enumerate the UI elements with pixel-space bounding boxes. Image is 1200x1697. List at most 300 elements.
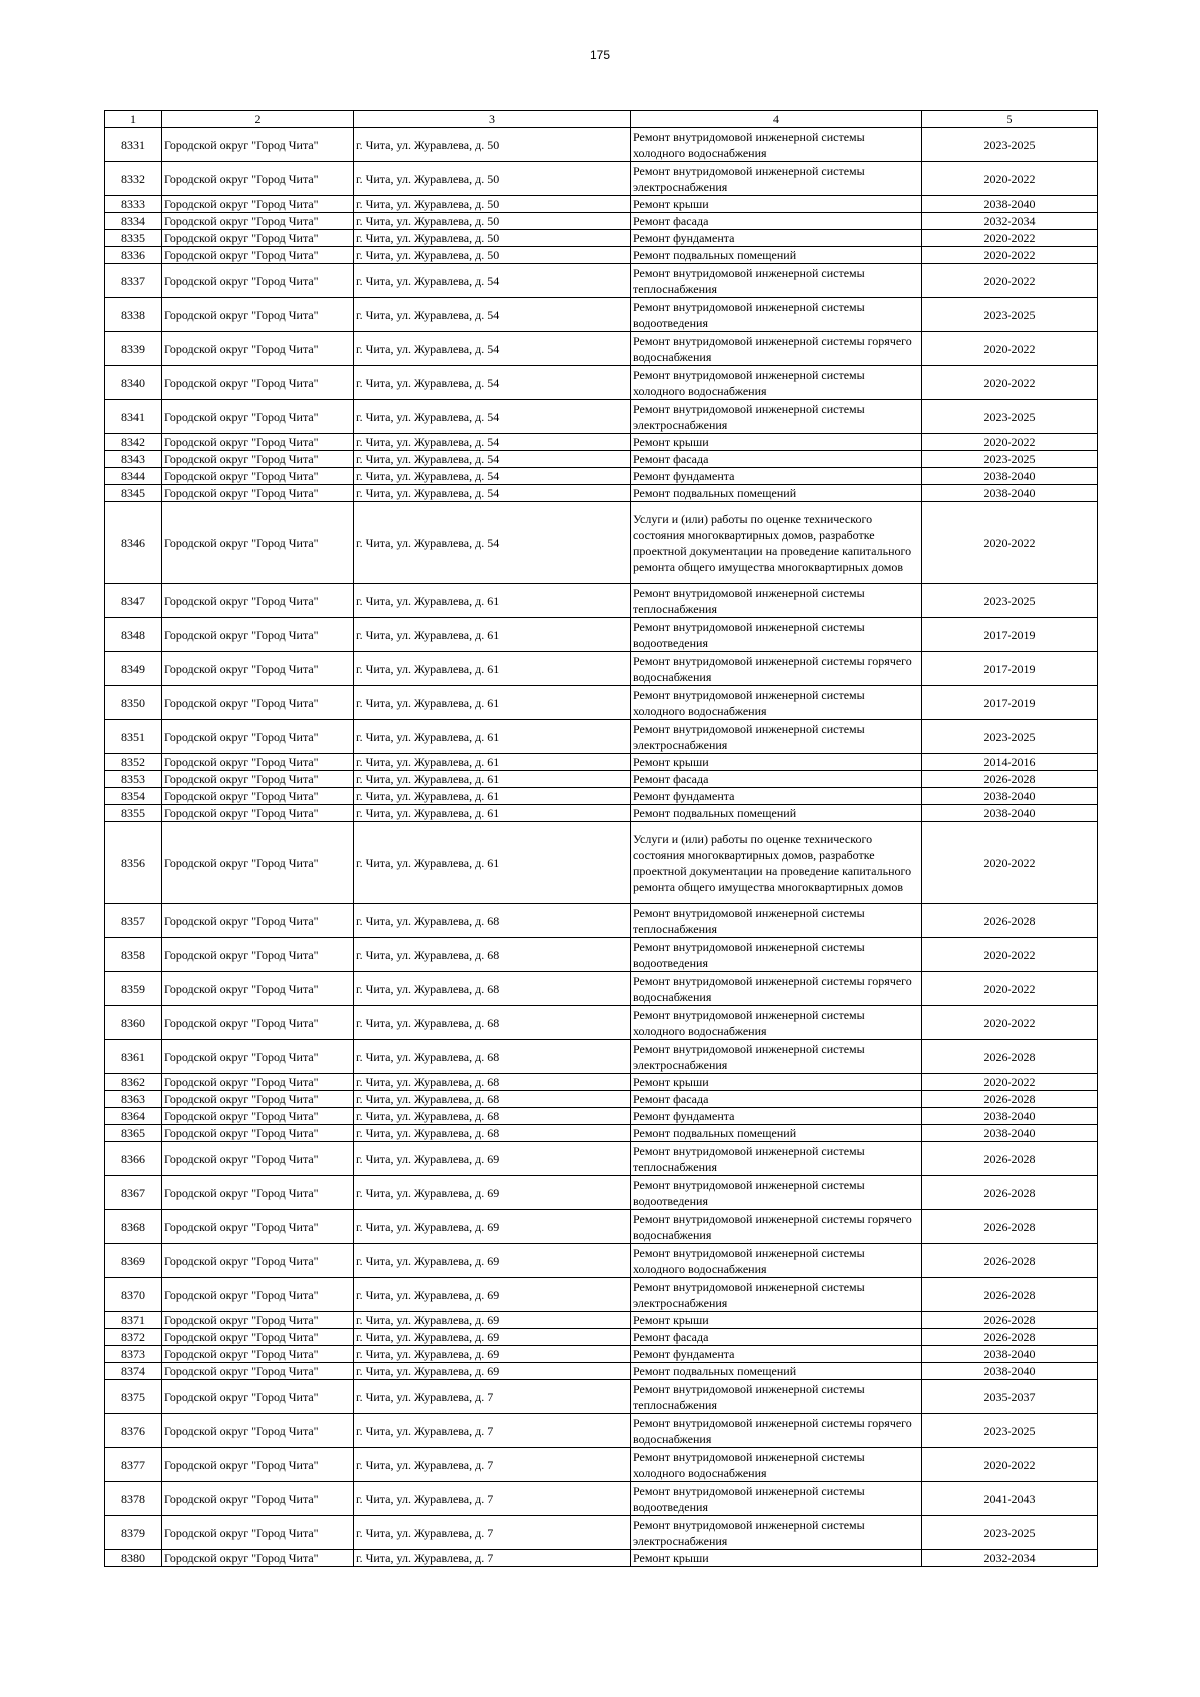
municipality-cell: Городской округ "Город Чита" <box>162 1346 354 1363</box>
row-number: 8348 <box>105 618 162 652</box>
row-number: 8341 <box>105 400 162 434</box>
work-type-cell: Ремонт подвальных помещений <box>631 485 922 502</box>
municipality-cell: Городской округ "Город Чита" <box>162 196 354 213</box>
address-cell: г. Чита, ул. Журавлева, д. 61 <box>354 771 631 788</box>
municipality-cell: Городской округ "Город Чита" <box>162 1550 354 1567</box>
row-number: 8370 <box>105 1278 162 1312</box>
address-cell: г. Чита, ул. Журавлева, д. 50 <box>354 247 631 264</box>
table-row <box>105 686 1098 720</box>
work-type-cell: Ремонт внутридомовой инженерной системы водоотведения <box>631 618 922 652</box>
table-row <box>105 938 1098 972</box>
municipality-cell: Городской округ "Город Чита" <box>162 1482 354 1516</box>
table-row <box>105 1125 1098 1142</box>
row-number: 8337 <box>105 264 162 298</box>
row-number: 8346 <box>105 502 162 584</box>
table-row <box>105 1108 1098 1125</box>
work-type-cell: Ремонт внутридомовой инженерной системы горячего водоснабжения <box>631 972 922 1006</box>
period-cell: 2026-2028 <box>922 1040 1098 1074</box>
period-cell: 2020-2022 <box>922 502 1098 584</box>
municipality-cell: Городской округ "Город Чита" <box>162 972 354 1006</box>
table-row <box>105 162 1098 196</box>
municipality-cell: Городской округ "Город Чита" <box>162 1006 354 1040</box>
table-row <box>105 400 1098 434</box>
address-cell: г. Чита, ул. Журавлева, д. 7 <box>354 1482 631 1516</box>
municipality-cell: Городской округ "Город Чита" <box>162 805 354 822</box>
column-header-1: 1 <box>105 111 162 128</box>
period-cell: 2038-2040 <box>922 805 1098 822</box>
table-row <box>105 1074 1098 1091</box>
column-header-2: 2 <box>162 111 354 128</box>
work-type-cell: Ремонт внутридомовой инженерной системы теплоснабжения <box>631 1380 922 1414</box>
period-cell: 2017-2019 <box>922 652 1098 686</box>
work-type-cell: Ремонт внутридомовой инженерной системы холодного водоснабжения <box>631 366 922 400</box>
row-number: 8364 <box>105 1108 162 1125</box>
period-cell: 2020-2022 <box>922 1448 1098 1482</box>
row-number: 8357 <box>105 904 162 938</box>
work-type-cell: Ремонт внутридомовой инженерной системы электроснабжения <box>631 1516 922 1550</box>
address-cell: г. Чита, ул. Журавлева, д. 68 <box>354 1074 631 1091</box>
address-cell: г. Чита, ул. Журавлева, д. 61 <box>354 822 631 904</box>
row-number: 8331 <box>105 128 162 162</box>
table-row <box>105 788 1098 805</box>
table-row <box>105 1380 1098 1414</box>
table-row <box>105 451 1098 468</box>
row-number: 8355 <box>105 805 162 822</box>
address-cell: г. Чита, ул. Журавлева, д. 7 <box>354 1550 631 1567</box>
table-row <box>105 230 1098 247</box>
municipality-cell: Городской округ "Город Чита" <box>162 771 354 788</box>
period-cell: 2026-2028 <box>922 1312 1098 1329</box>
work-type-cell: Ремонт крыши <box>631 1074 922 1091</box>
municipality-cell: Городской округ "Город Чита" <box>162 230 354 247</box>
period-cell: 2023-2025 <box>922 1516 1098 1550</box>
row-number: 8345 <box>105 485 162 502</box>
address-cell: г. Чита, ул. Журавлева, д. 68 <box>354 1091 631 1108</box>
work-type-cell: Ремонт крыши <box>631 754 922 771</box>
period-cell: 2026-2028 <box>922 1278 1098 1312</box>
table-row <box>105 1244 1098 1278</box>
period-cell: 2038-2040 <box>922 1125 1098 1142</box>
row-number: 8373 <box>105 1346 162 1363</box>
municipality-cell: Городской округ "Город Чита" <box>162 128 354 162</box>
municipality-cell: Городской округ "Город Чита" <box>162 1414 354 1448</box>
address-cell: г. Чита, ул. Журавлева, д. 54 <box>354 502 631 584</box>
header-row <box>105 111 1098 128</box>
table-row <box>105 196 1098 213</box>
period-cell: 2023-2025 <box>922 720 1098 754</box>
table-row <box>105 754 1098 771</box>
column-header-5: 5 <box>922 111 1098 128</box>
work-type-cell: Ремонт внутридомовой инженерной системы электроснабжения <box>631 720 922 754</box>
work-type-cell: Ремонт крыши <box>631 1312 922 1329</box>
address-cell: г. Чита, ул. Журавлева, д. 50 <box>354 128 631 162</box>
table-row <box>105 584 1098 618</box>
address-cell: г. Чита, ул. Журавлева, д. 61 <box>354 584 631 618</box>
work-type-cell: Ремонт внутридомовой инженерной системы холодного водоснабжения <box>631 686 922 720</box>
work-type-cell: Ремонт фасада <box>631 1091 922 1108</box>
address-cell: г. Чита, ул. Журавлева, д. 7 <box>354 1448 631 1482</box>
period-cell: 2023-2025 <box>922 584 1098 618</box>
period-cell: 2014-2016 <box>922 754 1098 771</box>
period-cell: 2020-2022 <box>922 247 1098 264</box>
work-type-cell: Ремонт фундамента <box>631 1108 922 1125</box>
work-type-cell: Ремонт внутридомовой инженерной системы теплоснабжения <box>631 584 922 618</box>
work-type-cell: Ремонт крыши <box>631 434 922 451</box>
row-number: 8349 <box>105 652 162 686</box>
row-number: 8339 <box>105 332 162 366</box>
work-type-cell: Ремонт внутридомовой инженерной системы горячего водоснабжения <box>631 1210 922 1244</box>
work-type-cell: Ремонт фасада <box>631 1329 922 1346</box>
table-row <box>105 1091 1098 1108</box>
municipality-cell: Городской округ "Город Чита" <box>162 298 354 332</box>
address-cell: г. Чита, ул. Журавлева, д. 7 <box>354 1414 631 1448</box>
address-cell: г. Чита, ул. Журавлева, д. 54 <box>354 400 631 434</box>
work-type-cell: Ремонт подвальных помещений <box>631 1363 922 1380</box>
municipality-cell: Городской округ "Город Чита" <box>162 584 354 618</box>
row-number: 8352 <box>105 754 162 771</box>
column-header-4: 4 <box>631 111 922 128</box>
period-cell: 2017-2019 <box>922 686 1098 720</box>
address-cell: г. Чита, ул. Журавлева, д. 50 <box>354 196 631 213</box>
address-cell: г. Чита, ул. Журавлева, д. 68 <box>354 904 631 938</box>
row-number: 8361 <box>105 1040 162 1074</box>
period-cell: 2017-2019 <box>922 618 1098 652</box>
address-cell: г. Чита, ул. Журавлева, д. 7 <box>354 1516 631 1550</box>
row-number: 8363 <box>105 1091 162 1108</box>
municipality-cell: Городской округ "Город Чита" <box>162 332 354 366</box>
period-cell: 2023-2025 <box>922 1414 1098 1448</box>
row-number: 8343 <box>105 451 162 468</box>
period-cell: 2023-2025 <box>922 400 1098 434</box>
work-type-cell: Ремонт фундамента <box>631 468 922 485</box>
municipality-cell: Городской округ "Город Чита" <box>162 1448 354 1482</box>
address-cell: г. Чита, ул. Журавлева, д. 68 <box>354 1125 631 1142</box>
table-row <box>105 1414 1098 1448</box>
column-header-3: 3 <box>354 111 631 128</box>
period-cell: 2023-2025 <box>922 451 1098 468</box>
table-row <box>105 652 1098 686</box>
row-number: 8368 <box>105 1210 162 1244</box>
row-number: 8366 <box>105 1142 162 1176</box>
municipality-cell: Городской округ "Город Чита" <box>162 1312 354 1329</box>
address-cell: г. Чита, ул. Журавлева, д. 61 <box>354 686 631 720</box>
table-row <box>105 1312 1098 1329</box>
table-row <box>105 1482 1098 1516</box>
period-cell: 2020-2022 <box>922 938 1098 972</box>
period-cell: 2032-2034 <box>922 1550 1098 1567</box>
row-number: 8342 <box>105 434 162 451</box>
address-cell: г. Чита, ул. Журавлева, д. 69 <box>354 1278 631 1312</box>
municipality-cell: Городской округ "Город Чита" <box>162 1176 354 1210</box>
municipality-cell: Городской округ "Город Чита" <box>162 502 354 584</box>
period-cell: 2035-2037 <box>922 1380 1098 1414</box>
table-row <box>105 972 1098 1006</box>
address-cell: г. Чита, ул. Журавлева, д. 50 <box>354 162 631 196</box>
address-cell: г. Чита, ул. Журавлева, д. 69 <box>354 1210 631 1244</box>
address-cell: г. Чита, ул. Журавлева, д. 61 <box>354 720 631 754</box>
work-type-cell: Ремонт внутридомовой инженерной системы холодного водоснабжения <box>631 1006 922 1040</box>
table-row <box>105 822 1098 904</box>
row-number: 8359 <box>105 972 162 1006</box>
table-row <box>105 720 1098 754</box>
row-number: 8356 <box>105 822 162 904</box>
address-cell: г. Чита, ул. Журавлева, д. 69 <box>354 1142 631 1176</box>
work-type-cell: Ремонт фасада <box>631 451 922 468</box>
municipality-cell: Городской округ "Город Чита" <box>162 1125 354 1142</box>
address-cell: г. Чита, ул. Журавлева, д. 50 <box>354 213 631 230</box>
municipality-cell: Городской округ "Город Чита" <box>162 686 354 720</box>
address-cell: г. Чита, ул. Журавлева, д. 54 <box>354 485 631 502</box>
table-row <box>105 1448 1098 1482</box>
address-cell: г. Чита, ул. Журавлева, д. 61 <box>354 788 631 805</box>
row-number: 8338 <box>105 298 162 332</box>
row-number: 8377 <box>105 1448 162 1482</box>
municipality-cell: Городской округ "Город Чита" <box>162 1380 354 1414</box>
table-row <box>105 1142 1098 1176</box>
address-cell: г. Чита, ул. Журавлева, д. 69 <box>354 1244 631 1278</box>
row-number: 8375 <box>105 1380 162 1414</box>
work-type-cell: Ремонт внутридомовой инженерной системы теплоснабжения <box>631 1142 922 1176</box>
table-row <box>105 366 1098 400</box>
row-number: 8333 <box>105 196 162 213</box>
table-body <box>105 128 1098 1567</box>
municipality-cell: Городской округ "Город Чита" <box>162 400 354 434</box>
period-cell: 2026-2028 <box>922 1142 1098 1176</box>
municipality-cell: Городской округ "Город Чита" <box>162 1091 354 1108</box>
work-type-cell: Ремонт фасада <box>631 771 922 788</box>
table-row <box>105 618 1098 652</box>
address-cell: г. Чита, ул. Журавлева, д. 68 <box>354 1108 631 1125</box>
work-type-cell: Ремонт внутридомовой инженерной системы теплоснабжения <box>631 264 922 298</box>
row-number: 8379 <box>105 1516 162 1550</box>
table-row <box>105 1329 1098 1346</box>
row-number: 8344 <box>105 468 162 485</box>
period-cell: 2041-2043 <box>922 1482 1098 1516</box>
municipality-cell: Городской округ "Город Чита" <box>162 468 354 485</box>
address-cell: г. Чита, ул. Журавлева, д. 7 <box>354 1380 631 1414</box>
period-cell: 2020-2022 <box>922 822 1098 904</box>
work-type-cell: Ремонт внутридомовой инженерной системы холодного водоснабжения <box>631 1244 922 1278</box>
period-cell: 2038-2040 <box>922 1363 1098 1380</box>
table-row <box>105 1550 1098 1567</box>
table-row <box>105 298 1098 332</box>
address-cell: г. Чита, ул. Журавлева, д. 61 <box>354 652 631 686</box>
period-cell: 2026-2028 <box>922 1091 1098 1108</box>
period-cell: 2020-2022 <box>922 264 1098 298</box>
municipality-cell: Городской округ "Город Чита" <box>162 213 354 230</box>
work-type-cell: Ремонт подвальных помещений <box>631 247 922 264</box>
table-row <box>105 434 1098 451</box>
municipality-cell: Городской округ "Город Чита" <box>162 904 354 938</box>
municipality-cell: Городской округ "Город Чита" <box>162 652 354 686</box>
period-cell: 2020-2022 <box>922 1006 1098 1040</box>
table-row <box>105 1516 1098 1550</box>
row-number: 8376 <box>105 1414 162 1448</box>
work-type-cell: Ремонт внутридомовой инженерной системы горячего водоснабжения <box>631 1414 922 1448</box>
municipality-cell: Городской округ "Город Чита" <box>162 451 354 468</box>
work-type-cell: Ремонт внутридомовой инженерной системы водоотведения <box>631 938 922 972</box>
work-type-cell: Ремонт внутридомовой инженерной системы теплоснабжения <box>631 904 922 938</box>
period-cell: 2020-2022 <box>922 366 1098 400</box>
address-cell: г. Чита, ул. Журавлева, д. 69 <box>354 1312 631 1329</box>
row-number: 8365 <box>105 1125 162 1142</box>
repair-schedule-table <box>104 110 1098 1567</box>
address-cell: г. Чита, ул. Журавлева, д. 54 <box>354 298 631 332</box>
work-type-cell: Ремонт внутридомовой инженерной системы водоотведения <box>631 298 922 332</box>
row-number: 8378 <box>105 1482 162 1516</box>
table-row <box>105 1210 1098 1244</box>
address-cell: г. Чита, ул. Журавлева, д. 69 <box>354 1363 631 1380</box>
work-type-cell: Ремонт фундамента <box>631 1346 922 1363</box>
address-cell: г. Чита, ул. Журавлева, д. 68 <box>354 1006 631 1040</box>
address-cell: г. Чита, ул. Журавлева, д. 61 <box>354 754 631 771</box>
table-row <box>105 1363 1098 1380</box>
municipality-cell: Городской округ "Город Чита" <box>162 754 354 771</box>
table-row <box>105 1278 1098 1312</box>
municipality-cell: Городской округ "Город Чита" <box>162 162 354 196</box>
address-cell: г. Чита, ул. Журавлева, д. 54 <box>354 264 631 298</box>
row-number: 8371 <box>105 1312 162 1329</box>
work-type-cell: Ремонт внутридомовой инженерной системы электроснабжения <box>631 1040 922 1074</box>
work-type-cell: Ремонт крыши <box>631 1550 922 1567</box>
work-type-cell: Услуги и (или) работы по оценке технического состояния многоквартирных домов, разработке проектной документации на проведение капитального ремонта общего имущества многоквартирных домов <box>631 822 922 904</box>
row-number: 8367 <box>105 1176 162 1210</box>
row-number: 8340 <box>105 366 162 400</box>
municipality-cell: Городской округ "Город Чита" <box>162 720 354 754</box>
work-type-cell: Ремонт подвальных помещений <box>631 1125 922 1142</box>
table-row <box>105 213 1098 230</box>
row-number: 8353 <box>105 771 162 788</box>
row-number: 8336 <box>105 247 162 264</box>
work-type-cell: Ремонт внутридомовой инженерной системы электроснабжения <box>631 1278 922 1312</box>
period-cell: 2038-2040 <box>922 788 1098 805</box>
address-cell: г. Чита, ул. Журавлева, д. 54 <box>354 332 631 366</box>
period-cell: 2026-2028 <box>922 1329 1098 1346</box>
municipality-cell: Городской округ "Город Чита" <box>162 485 354 502</box>
address-cell: г. Чита, ул. Журавлева, д. 68 <box>354 1040 631 1074</box>
work-type-cell: Ремонт внутридомовой инженерной системы водоотведения <box>631 1482 922 1516</box>
work-type-cell: Ремонт фундамента <box>631 788 922 805</box>
municipality-cell: Городской округ "Город Чита" <box>162 1278 354 1312</box>
address-cell: г. Чита, ул. Журавлева, д. 68 <box>354 972 631 1006</box>
work-type-cell: Ремонт внутридомовой инженерной системы электроснабжения <box>631 400 922 434</box>
work-type-cell: Ремонт внутридомовой инженерной системы горячего водоснабжения <box>631 332 922 366</box>
period-cell: 2038-2040 <box>922 1108 1098 1125</box>
table-row <box>105 1006 1098 1040</box>
table-row <box>105 502 1098 584</box>
row-number: 8335 <box>105 230 162 247</box>
row-number: 8362 <box>105 1074 162 1091</box>
table-row <box>105 264 1098 298</box>
row-number: 8334 <box>105 213 162 230</box>
row-number: 8358 <box>105 938 162 972</box>
period-cell: 2026-2028 <box>922 1210 1098 1244</box>
address-cell: г. Чита, ул. Журавлева, д. 61 <box>354 805 631 822</box>
table-row <box>105 904 1098 938</box>
address-cell: г. Чита, ул. Журавлева, д. 69 <box>354 1176 631 1210</box>
work-type-cell: Ремонт внутридомовой инженерной системы холодного водоснабжения <box>631 128 922 162</box>
municipality-cell: Городской округ "Город Чита" <box>162 1516 354 1550</box>
page-number: 175 <box>589 48 611 62</box>
municipality-cell: Городской округ "Город Чита" <box>162 1108 354 1125</box>
address-cell: г. Чита, ул. Журавлева, д. 69 <box>354 1329 631 1346</box>
period-cell: 2038-2040 <box>922 485 1098 502</box>
table-row <box>105 805 1098 822</box>
table-row <box>105 771 1098 788</box>
municipality-cell: Городской округ "Город Чита" <box>162 618 354 652</box>
municipality-cell: Городской округ "Город Чита" <box>162 1210 354 1244</box>
address-cell: г. Чита, ул. Журавлева, д. 61 <box>354 618 631 652</box>
period-cell: 2020-2022 <box>922 162 1098 196</box>
row-number: 8347 <box>105 584 162 618</box>
table-row <box>105 485 1098 502</box>
work-type-cell: Ремонт фасада <box>631 213 922 230</box>
period-cell: 2038-2040 <box>922 468 1098 485</box>
municipality-cell: Городской округ "Город Чита" <box>162 1244 354 1278</box>
municipality-cell: Городской округ "Город Чита" <box>162 366 354 400</box>
period-cell: 2020-2022 <box>922 972 1098 1006</box>
municipality-cell: Городской округ "Город Чита" <box>162 1363 354 1380</box>
municipality-cell: Городской округ "Город Чита" <box>162 938 354 972</box>
row-number: 8332 <box>105 162 162 196</box>
period-cell: 2026-2028 <box>922 1176 1098 1210</box>
row-number: 8354 <box>105 788 162 805</box>
municipality-cell: Городской округ "Город Чита" <box>162 1040 354 1074</box>
municipality-cell: Городской округ "Город Чита" <box>162 822 354 904</box>
table-row <box>105 1040 1098 1074</box>
municipality-cell: Городской округ "Город Чита" <box>162 434 354 451</box>
period-cell: 2020-2022 <box>922 332 1098 366</box>
row-number: 8372 <box>105 1329 162 1346</box>
period-cell: 2038-2040 <box>922 1346 1098 1363</box>
period-cell: 2020-2022 <box>922 434 1098 451</box>
table-row <box>105 1346 1098 1363</box>
work-type-cell: Ремонт внутридомовой инженерной системы электроснабжения <box>631 162 922 196</box>
table-row <box>105 468 1098 485</box>
row-number: 8369 <box>105 1244 162 1278</box>
municipality-cell: Городской округ "Город Чита" <box>162 788 354 805</box>
work-type-cell: Ремонт внутридомовой инженерной системы горячего водоснабжения <box>631 652 922 686</box>
period-cell: 2020-2022 <box>922 230 1098 247</box>
address-cell: г. Чита, ул. Журавлева, д. 54 <box>354 366 631 400</box>
row-number: 8360 <box>105 1006 162 1040</box>
address-cell: г. Чита, ул. Журавлева, д. 54 <box>354 468 631 485</box>
municipality-cell: Городской округ "Город Чита" <box>162 1074 354 1091</box>
period-cell: 2026-2028 <box>922 1244 1098 1278</box>
work-type-cell: Ремонт внутридомовой инженерной системы холодного водоснабжения <box>631 1448 922 1482</box>
row-number: 8350 <box>105 686 162 720</box>
address-cell: г. Чита, ул. Журавлева, д. 54 <box>354 451 631 468</box>
address-cell: г. Чита, ул. Журавлева, д. 50 <box>354 230 631 247</box>
work-type-cell: Ремонт фундамента <box>631 230 922 247</box>
work-type-cell: Ремонт подвальных помещений <box>631 805 922 822</box>
municipality-cell: Городской округ "Город Чита" <box>162 247 354 264</box>
work-type-cell: Услуги и (или) работы по оценке технического состояния многоквартирных домов, разработке проектной документации на проведение капитального ремонта общего имущества многоквартирных домов <box>631 502 922 584</box>
work-type-cell: Ремонт внутридомовой инженерной системы водоотведения <box>631 1176 922 1210</box>
period-cell: 2023-2025 <box>922 128 1098 162</box>
period-cell: 2032-2034 <box>922 213 1098 230</box>
table-row <box>105 332 1098 366</box>
address-cell: г. Чита, ул. Журавлева, д. 68 <box>354 938 631 972</box>
row-number: 8351 <box>105 720 162 754</box>
period-cell: 2020-2022 <box>922 1074 1098 1091</box>
table-row <box>105 247 1098 264</box>
address-cell: г. Чита, ул. Журавлева, д. 69 <box>354 1346 631 1363</box>
row-number: 8380 <box>105 1550 162 1567</box>
period-cell: 2038-2040 <box>922 196 1098 213</box>
municipality-cell: Городской округ "Город Чита" <box>162 1329 354 1346</box>
table-row <box>105 128 1098 162</box>
